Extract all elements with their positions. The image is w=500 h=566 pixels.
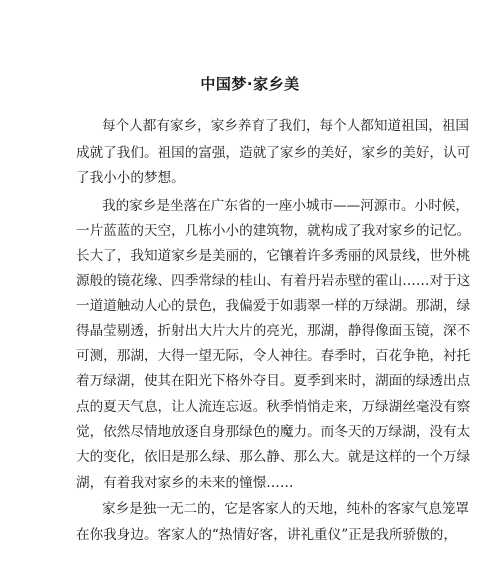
paragraph-2-line-12: 湖，有着我对家乡的未来的憧憬…… [76, 475, 294, 491]
paragraph-2-line-11: 大的变化，依旧是那么绿、那么静、那么大。就是这样的一个万绿 [76, 449, 471, 465]
paragraph-2-line-6: 得晶莹剔透，折射出大片大片的亮光，那湖，静得像面玉镜，深不 [76, 323, 471, 339]
paragraph-2-line-8: 着万绿湖，使其在阳光下格外夺目。夏季到来时，湖面的绿透出点 [76, 373, 471, 389]
paragraph-2-line-1: 我的家乡是坐落在广东省的一座小城市——河源市。小时候， [102, 198, 470, 214]
paragraph-1-line-2: 成就了我们。祖国的富强，造就了家乡的美好，家乡的美好，认可 [76, 145, 471, 161]
paragraph-3-line-2: 在你我身边。客家人的“热情好客，讲礼重仪”正是我所骄傲的， [76, 527, 457, 543]
paragraph-2-line-3: 长大了，我知道家乡是美丽的，它镶着许多秀丽的风景线，世外桃 [76, 248, 471, 264]
paragraph-2-line-9: 点的夏天气息，让人流连忘返。秋季悄悄走来，万绿湖丝毫没有察 [76, 399, 471, 415]
paragraph-3-line-1: 家乡是独一无二的，它是客家人的天地，纯朴的客家气息笼罩 [102, 501, 470, 517]
paragraph-2-line-7: 可测，那湖，大得一望无际，令人神往。春季时，百花争艳，衬托 [76, 348, 471, 364]
paragraph-2-line-5: 一道道触动人心的景色，我偏爱于如翡翠一样的万绿湖。那湖，绿 [76, 298, 471, 314]
paragraph-2-line-10: 觉，依然尽情地放逐自身那绿色的魔力。而冬天的万绿湖，没有太 [76, 424, 471, 440]
paragraph-2-line-4: 源般的镜花缘、四季常绿的桂山、有着丹岩赤壁的霍山……对于这 [76, 273, 471, 289]
document-title: 中国梦·家乡美 [200, 75, 300, 93]
paragraph-1-line-3: 了我小小的梦想。 [76, 170, 185, 186]
paragraph-1-line-1: 每个人都有家乡，家乡养育了我们，每个人都知道祖国，祖国 [102, 118, 470, 134]
paragraph-2-line-2: 一片蓝蓝的天空，几栋小小的建筑物，就构成了我对家乡的记忆。 [76, 223, 471, 239]
